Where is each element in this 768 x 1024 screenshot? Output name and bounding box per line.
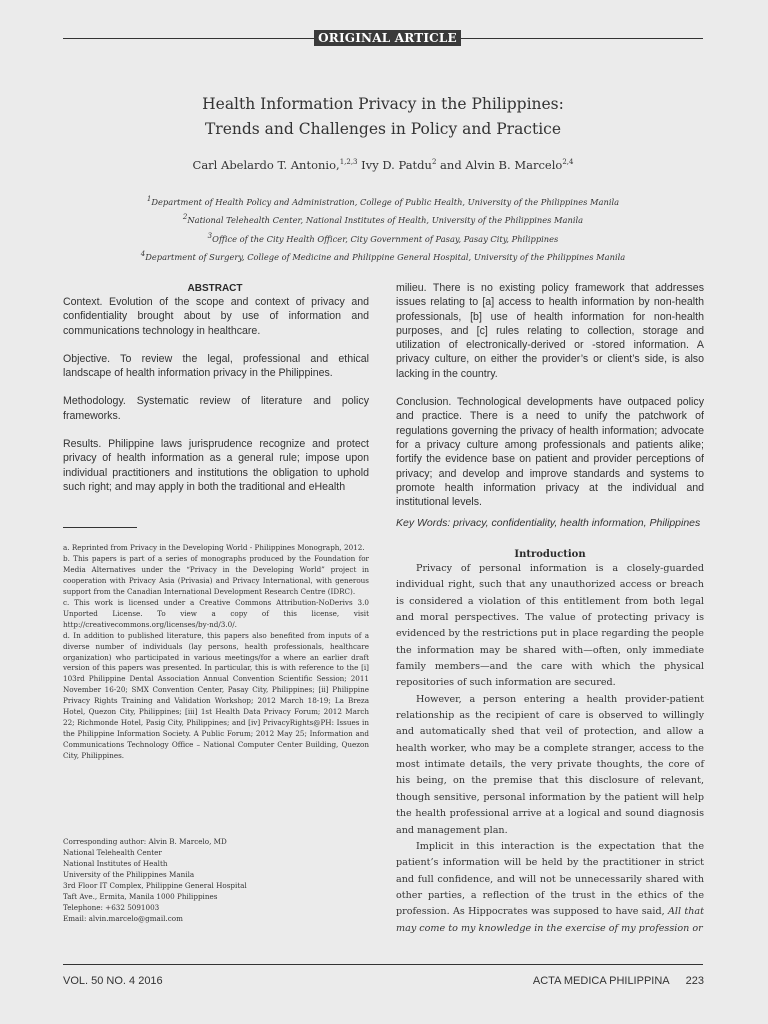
footnote-d: d. In addition to published literature, this papers also benefited from inputs of a diverse number of individuals (lay persons, health professionals, healthcare organization) who participated in various meetings/for a where an earlier draft version of this papers was presented. In particular, this is with reference to the [i] 103rd Philippine Dental Association Annual Convention Scientific Session; 2011 November 16-20; SMX Convention Center, Pasay City, Philippines; [ii] Philippine Privacy Rights Training and Validation Workshop; 2012 March 18-19; La Breza Hotel, Quezon City, Philippines; [iii] 1st Health Data Privacy Forum; 2012 March 22; Richmonde Hotel, Pasig City, Philippines; and [iv] PrivacyRights@PH: Issues in the Philippine Information Society. A Public Forum; 2012 May 25; Information and Communications Technology Office – National Computer Center Building, Quezon City, Philippines.: [63, 630, 369, 761]
affiliation-text: National Telehealth Center, National Institutes of Health, University of the Philippines Manila: [187, 215, 584, 226]
footer-right: [533, 975, 704, 987]
affiliation-mark: 3: [207, 231, 213, 240]
abstract-objective: Objective. To review the legal, professional and ethical landscape of health information privacy in the Philippines.: [63, 352, 369, 380]
affiliation-mark: 1: [146, 195, 152, 203]
footnote-c: c. This work is licensed under a Creative Commons Attribution-NoDerivs 3.0 Unported License. To view a copy of this license, visit http://creativecommons.org/licenses/by-nd/3.0/.: [63, 597, 369, 629]
keywords: Key Words: privacy, confidentiality, health information, Philippines: [396, 517, 701, 529]
footer-rule: [63, 964, 703, 965]
author-name: Carl Abelardo T. Antonio,: [192, 158, 340, 172]
author-name: and Alvin B. Marcelo: [436, 158, 563, 172]
intro-paragraph-3-text: Implicit in this interaction is the expectation that the patient’s information will be held by the practitioner in strict and full confidence, and will not be unnecessarily shared with other parties, a reflection of the trust in the ethics of the profession. As Hippocrates was supposed to have said,: [396, 840, 704, 918]
intro-paragraph-2: However, a person entering a health provider-patient relationship as the recipient of care is observed to willingly and automatically shed that veil of protection, and allow a health worker, who may be a complete stranger, access to the most intimate details, the very private thoughts, the core of his being, on the premise that this disclosure of relevant, though sensitive, personal information by the patient will help the health professional arrive at a logical and sound diagnosis and management plan.: [396, 693, 704, 836]
correspondence-line: Telephone: +632 5091003: [63, 902, 160, 912]
author-affiliation-mark: 2: [431, 158, 437, 167]
correspondence-line: Taft Ave., Ermita, Manila 1000 Philippines: [63, 891, 218, 901]
hippocratic-quote: All that may come to my knowledge in the exercise of my profession or: [396, 906, 704, 934]
abstract-right-column: [396, 281, 704, 523]
footnote-rule: [63, 527, 137, 528]
affiliation-line: [63, 210, 703, 228]
page-number: 223: [685, 975, 704, 987]
abstract-results-continued: milieu. There is no existing policy framework that addresses issues relating to [a] access to health information by non-health professionals, [b] use of health information for non-health purposes, and [c] rules relating to collection, storage and utilization of electronically-derived or -stored information. A privacy culture, on either the provider’s or client’s side, is also lacking in the country.: [396, 282, 704, 380]
introduction-body: [396, 561, 704, 937]
abstract-left-column: [63, 295, 369, 508]
affiliation-line: [63, 192, 703, 210]
footnote-b: b. This papers is part of a series of monographs produced by the Foundation for Media Alternatives under the “Privacy in the Developing World” project in cooperation with Privacy Asia (Privasia) and Privacy International, with generous support from the Canadian International Development Research Centre (IDRC).: [63, 553, 369, 596]
correspondence-line: University of the Philippines Manila: [63, 869, 195, 879]
abstract-context: Context. Evolution of the scope and context of privacy and confidentiality brought about by use of information and communications technology in healthcare.: [63, 296, 369, 337]
introduction-heading: Introduction: [514, 549, 586, 560]
intro-paragraph-3: [396, 839, 704, 937]
correspondence-line: Corresponding author: Alvin B. Marcelo, MD: [63, 837, 227, 846]
title-line-2: Trends and Challenges in Policy and Practice: [204, 120, 562, 138]
abstract-conclusion: Conclusion. Technological developments have outpaced policy and practice. There is a need to unify the patchwork of regulations governing the privacy of health information; advocate for a privacy culture among professionals and patients alike; fortify the evidence base on patient and provider perceptions of privacy; and develop and improve standards and systems to promote health information privacy at the individual and institutional levels.: [396, 396, 704, 509]
journal-volume: VOL. 50 NO. 4 2016: [63, 975, 163, 987]
correspondence-line: National Telehealth Center: [63, 847, 162, 857]
affiliation-line: [63, 247, 703, 265]
affiliation-text: Department of Surgery, College of Medicine and Philippine General Hospital, University of the Philippines Manila: [145, 251, 626, 262]
abstract-methodology: Methodology. Systematic review of literature and policy frameworks.: [63, 395, 369, 422]
title-line-1: Health Information Privacy in the Philippines:: [202, 95, 564, 113]
footnotes: [63, 543, 369, 762]
author-affiliation-mark: 2,4: [562, 158, 574, 167]
affiliation-mark: 4: [140, 249, 146, 258]
correspondence-block: [63, 837, 369, 925]
affiliations: [63, 192, 703, 265]
affiliation-line: [63, 229, 703, 247]
abstract-results: Results. Philippine laws jurisprudence recognize and protect privacy of health information as a general rule; impose upon individual practitioners and institutions the obligation to uphold such right; and may apply in both the traditional and eHealth: [63, 438, 369, 493]
article-type-banner: ORIGINAL ARTICLE: [314, 30, 461, 46]
footnote-a: a. Reprinted from Privacy in the Developing World - Philippines Monograph, 2012.: [63, 543, 365, 552]
correspondence-line: National Institutes of Health: [63, 858, 168, 868]
intro-paragraph-1: Privacy of personal information is a closely-guarded individual right, such that any unauthorized access or breach is considered a violation of this entitlement from both legal and moral perspectives. The value of protecting privacy is evidenced by the restrictions put in place regarding the people the information may be shared with—often, only immediate family members—and the care with which the physical repositories of such information are secured.: [396, 563, 704, 689]
correspondence-email[interactable]: Email: alvin.marcelo@gmail.com: [63, 913, 183, 923]
author-list: [63, 158, 703, 172]
author-affiliation-mark: 1,2,3: [339, 158, 358, 167]
affiliation-mark: 2: [182, 213, 188, 222]
author-name: Ivy D. Patdu: [357, 158, 432, 172]
correspondence-line: 3rd Floor IT Complex, Philippine General Hospital: [63, 880, 247, 890]
affiliation-text: Office of the City Health Officer, City Government of Pasay, Pasay City, Philippines: [212, 233, 559, 244]
journal-name: ACTA MEDICA PHILIPPINA: [532, 975, 670, 987]
abstract-heading: ABSTRACT: [187, 283, 243, 294]
affiliation-text: Department of Health Policy and Administration, College of Public Health, University of the Philippines Manila: [151, 196, 620, 207]
